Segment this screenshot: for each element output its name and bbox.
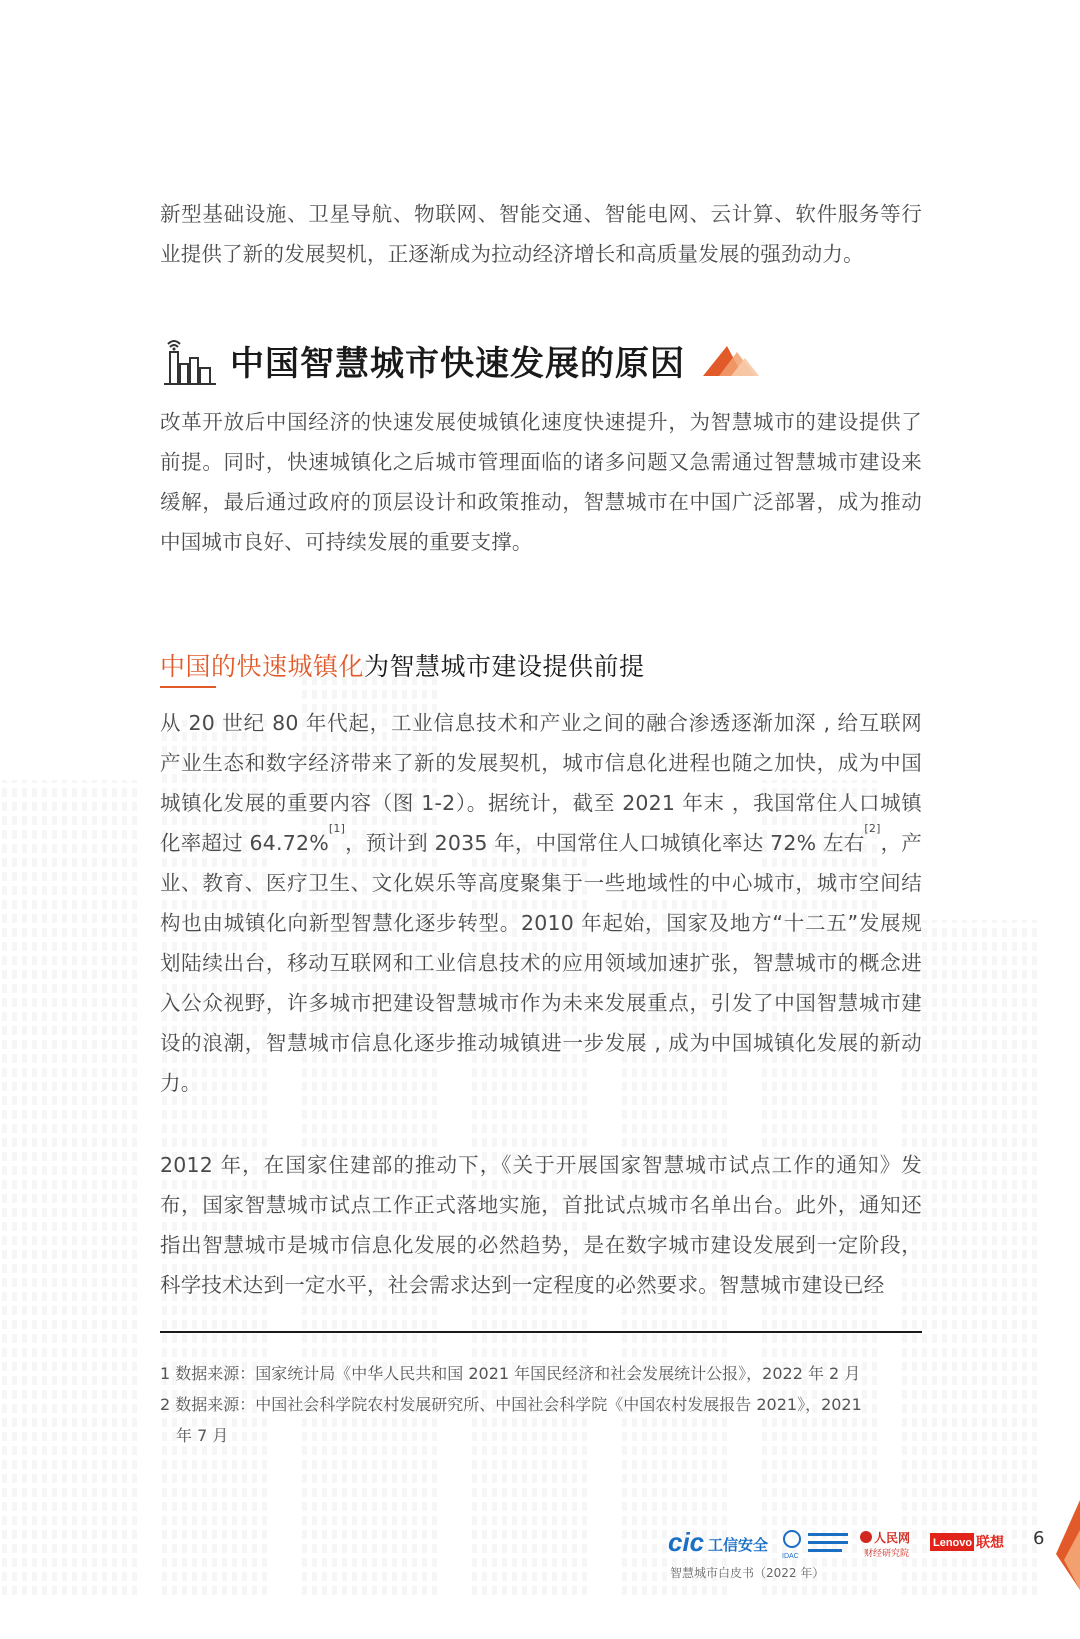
- subsection-title-accent: 中国的快速城镇化: [160, 652, 365, 681]
- idac-logo-text: IDAC: [782, 1553, 799, 1560]
- orange-triangles-icon: [703, 342, 759, 378]
- cic-logo-mark: cic: [668, 1527, 705, 1557]
- footnote-2-continued: 年 7 月: [176, 1426, 229, 1445]
- p1-part-c: ，产业、教育、医疗卫生、文化娱乐等高度聚集于一些地域性的中心城市，城市空间结构也由城镇化向新型智慧化逐步转型。2010 年起始，国家及地方“十二五”发展规划陆续出台，移动互联网和工业信息技术的应用领域加速扩张，智慧城市的概念进入公众视野，许多城市把建设智慧城市作为未来发展重点，引发了中国智慧城市建设的浪潮，智慧城市信息化逐步推动城镇进一步发展 , 成为中国城镇化发展的新动力。: [160, 831, 922, 1095]
- cic-logo: [668, 1527, 768, 1557]
- subsection-title-rest: 为智慧城市建设提供前提: [364, 652, 645, 681]
- intro-paragraph: 新型基础设施、卫星导航、物联网、智能交通、智能电网、云计算、软件服务等行业提供了新的发展契机，正逐渐成为拉动经济增长和高质量发展的强劲动力。: [160, 202, 922, 266]
- people-logo: [860, 1531, 910, 1559]
- people-logo-text: 人民网: [874, 1531, 911, 1545]
- footnote-2: 2 数据来源：中国社会科学院农村发展研究所、中国社会科学院《中国农村发展报告 2021》，2021: [160, 1395, 862, 1414]
- p1-part-b: ，预计到 2035 年，中国常住人口城镇化率达 72% 左右: [345, 831, 865, 855]
- page-number: 6: [1033, 1528, 1045, 1549]
- idac-logo: [782, 1531, 848, 1560]
- footnote-ref-2[interactable]: [2]: [864, 822, 881, 835]
- lenovo-logo-cn: 联想: [976, 1535, 1004, 1551]
- p1-part-a: 从 20 世纪 80 年代起，工业信息技术和产业之间的融合渗透逐渐加深 , 给互联网产业生态和数字经济带来了新的发展契机，城市信息化进程也随之加快，成为中国城镇化发展的重要内容（图 1-2）。据统计，截至 2021 年末 ，我国常住人口城镇化率超过 64.72%: [160, 711, 922, 855]
- footer-caption: 智慧城市白皮书（2022 年）: [670, 1566, 825, 1580]
- subsection-heading: [160, 647, 645, 683]
- people-logo-sub: 财经研究院: [864, 1549, 910, 1559]
- footnote-1: 1 数据来源：国家统计局《中华人民共和国 2021 年国民经济和社会发展统计公报》，2022 年 2 月: [160, 1364, 861, 1383]
- footer-logos: [668, 1525, 1018, 1561]
- lenovo-logo: [930, 1533, 1005, 1551]
- subsection-underline: [160, 686, 216, 688]
- cic-logo-text: 工信安全: [708, 1536, 769, 1554]
- subsection-paragraph-1: [160, 703, 922, 1103]
- smart-city-icon: [160, 334, 218, 386]
- footnotes: [160, 1358, 922, 1451]
- corner-decoration: [1052, 1500, 1080, 1590]
- lenovo-logo-text: Lenovo: [933, 1537, 973, 1549]
- section-paragraph: 改革开放后中国经济的快速发展使城镇化速度快速提升，为智慧城市的建设提供了前提。同时，快速城镇化之后城市管理面临的诸多问题又急需通过智慧城市建设来缓解，最后通过政府的顶层设计和政策推动，智慧城市在中国广泛部署，成为推动中国城市良好、可持续发展的重要支撑。: [160, 410, 922, 554]
- section-title: 中国智慧城市快速发展的原因: [230, 343, 685, 384]
- footnote-divider: [160, 1331, 922, 1333]
- subsection-paragraph-2: 2012 年，在国家住建部的推动下，《关于开展国家智慧城市试点工作的通知》发布，国家智慧城市试点工作正式落地实施，首批试点城市名单出台。此外，通知还指出智慧城市是城市信息化发展的必然趋势，是在数字城市建设发展到一定阶段，科学技术达到一定水平，社会需求达到一定程度的必然要求。智慧城市建设已经: [160, 1153, 922, 1297]
- footnote-ref-1[interactable]: [1]: [328, 822, 346, 835]
- section-heading: [160, 332, 759, 388]
